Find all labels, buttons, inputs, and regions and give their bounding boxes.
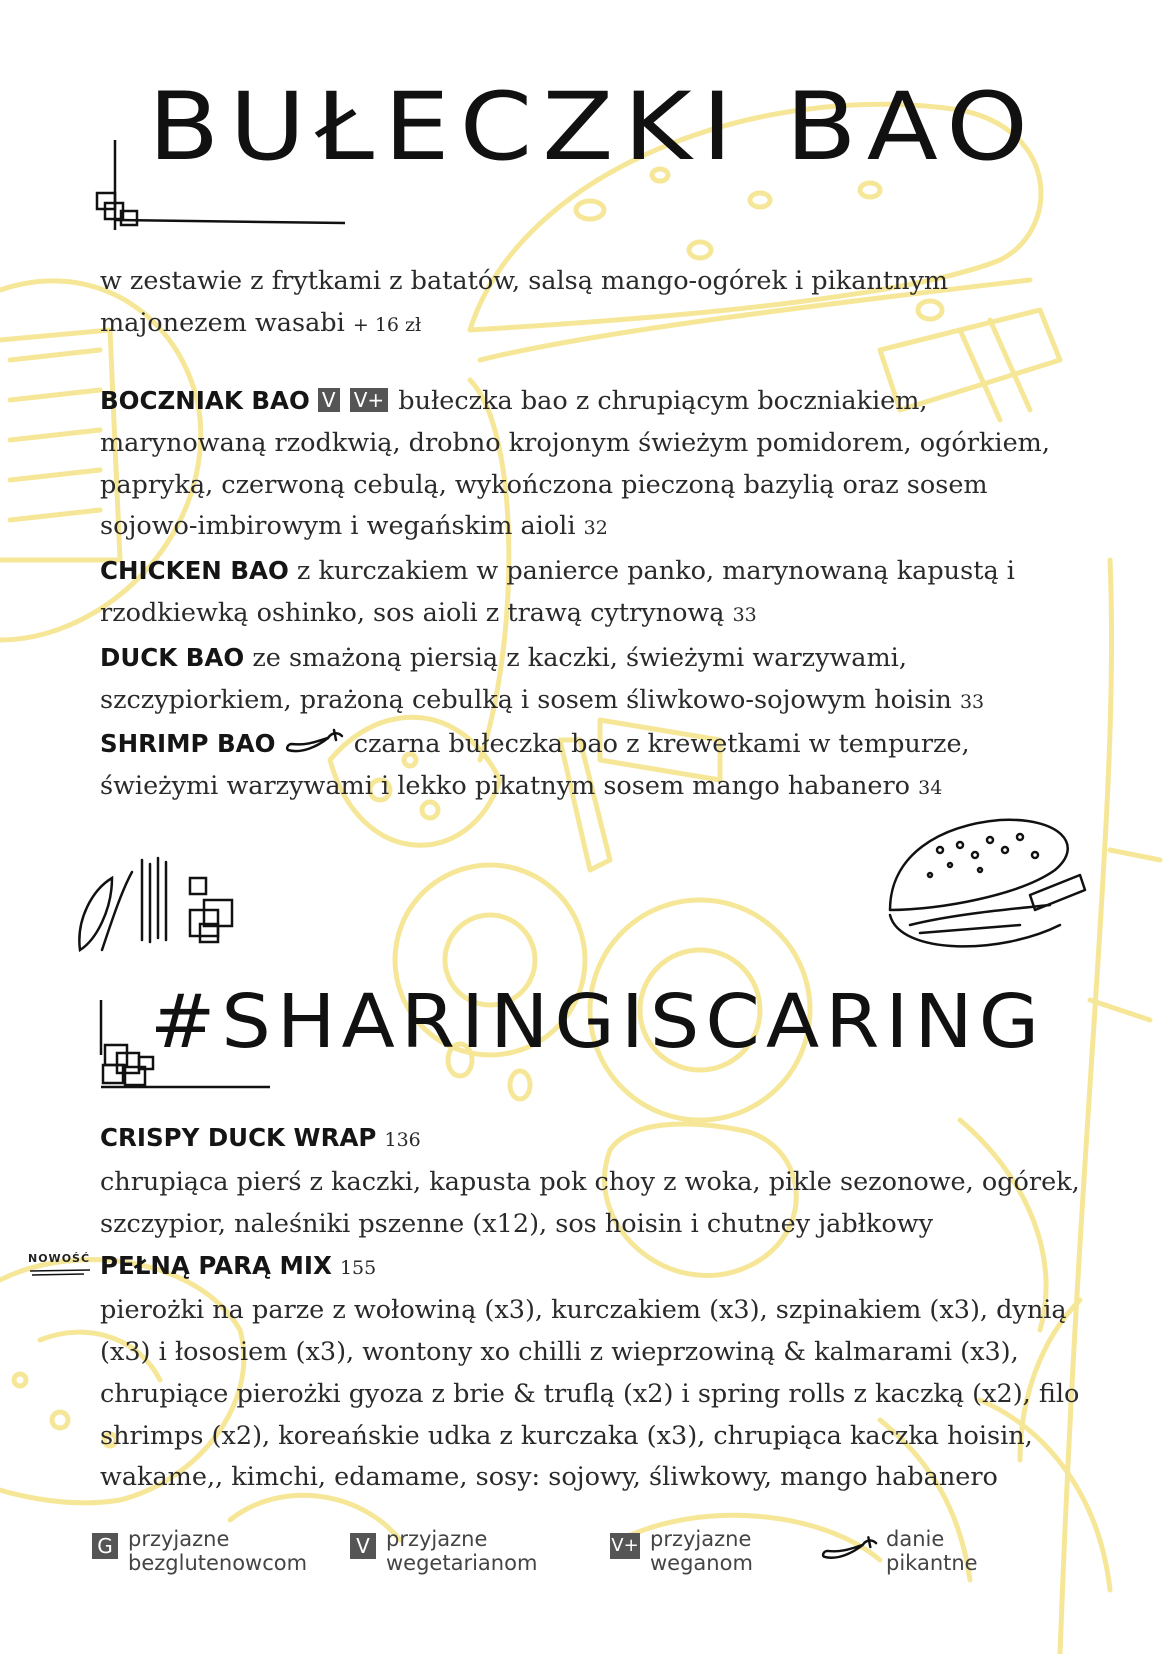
item-description: z kurczakiem w panierce panko, marynowaną kapustą i rzodkiewką oshinko, sos aioli z trawą cytrynową xyxy=(100,556,1015,628)
vegetarian-badge: V xyxy=(350,1533,376,1559)
item-price: 136 xyxy=(384,1129,421,1151)
item-price: 155 xyxy=(339,1257,377,1280)
legend-text xyxy=(650,1527,753,1575)
brush-squares-doodle xyxy=(72,850,242,960)
menu-item-chicken-bao xyxy=(100,550,1090,637)
item-price: 34 xyxy=(918,777,943,800)
section-title-bao: BUŁECZKI BAO xyxy=(148,71,1038,182)
menu-item-shrimp-bao xyxy=(100,723,1090,810)
legend-line1: danie xyxy=(886,1527,945,1551)
menu-item-pelna-para-mix xyxy=(100,1245,1090,1499)
item-description: ze smażoną piersią z kaczki, świeżymi warzywami, szczypiorkiem, prażoną cebulką i sosem śliwkowo-sojowym hoisin xyxy=(100,642,952,715)
item-name: DUCK BAO xyxy=(100,642,245,672)
item-name: SHRIMP BAO xyxy=(100,729,276,759)
legend-line2: wegetarianom xyxy=(386,1551,538,1575)
menu-item-duck-bao xyxy=(100,637,1090,724)
item-name: BOCZNIAK BAO xyxy=(100,386,310,415)
new-tag: NOWOŚĆ xyxy=(28,1252,91,1265)
item-name: CHICKEN BAO xyxy=(100,556,289,586)
section-title-sharing: #SHARINGISCARING xyxy=(150,979,1046,1065)
vegan-badge: V+ xyxy=(610,1533,640,1559)
item-description: chrupiąca pierś z kaczki, kapusta pok choy z woka, pikle sezonowe, ogórek, szczypior, naleśniki pszenne (x12), sos hoisin i chutney jabłkowy xyxy=(100,1166,1080,1239)
set-note-text: w zestawie z frytkami z batatów, salsą mango-ogórek i pikantnym majonezem wasabi xyxy=(100,266,949,338)
gluten-free-badge: G xyxy=(92,1533,118,1559)
legend-line2: weganom xyxy=(650,1551,753,1575)
legend-text xyxy=(886,1527,978,1575)
legend-line1: przyjazne xyxy=(386,1527,488,1551)
item-name: CRISPY DUCK WRAP xyxy=(100,1123,377,1152)
item-description: bułeczka bao z chrupiącym boczniakiem, marynowaną rzodkwią, drobno krojonym świeżym pomidorem, ogórkiem, papryką, czerwoną cebulą, wykończona pieczoną bazylią oraz sosem sojowo-imbirowym i wegańskim aioli xyxy=(100,386,1050,542)
item-price: 33 xyxy=(959,690,985,713)
menu-item-crispy-duck-wrap xyxy=(100,1117,1090,1245)
legend-line1: przyjazne xyxy=(650,1527,752,1551)
legend-line2: bezglutenowcom xyxy=(128,1551,308,1575)
legend-text xyxy=(128,1527,307,1575)
legend-line2: pikantne xyxy=(886,1551,978,1575)
item-price: 33 xyxy=(732,603,757,626)
item-name: PEŁNĄ PARĄ MIX xyxy=(100,1251,332,1281)
item-description: pierożki na parze z wołowiną (x3), kurczakiem (x3), szpinakiem (x3), dynią (x3) i łososiem (x3), wontony xo chilli z wieprzowiną & kalmarami (x3), chrupiące pierożki gyoza z brie & truflą (x2) i spring rolls z kaczką (x2), filo shrimps (x2), koreańskie udka z kurczaka (x3), chrupiąca kaczka hoisin, wakame,, kimchi, edamame, sosy: sojowy, śliwkowy, mango habanero xyxy=(100,1295,1080,1493)
item-price: 32 xyxy=(583,517,608,540)
chili-pepper-icon xyxy=(284,726,346,756)
set-price: + 16 zł xyxy=(352,313,422,336)
bao-set-note xyxy=(100,261,1090,347)
chili-pepper-icon xyxy=(820,1531,880,1565)
legend-text xyxy=(386,1527,537,1575)
legend-line1: przyjazne xyxy=(128,1527,230,1551)
item-description: czarna bułeczka bao z krewetkami w tempurze, świeżymi warzywami i lekko pikatnym sosem mango habanero xyxy=(100,729,970,802)
vegetarian-badge: V xyxy=(318,388,340,412)
new-tag-underline xyxy=(28,1266,92,1278)
sharing-items xyxy=(100,1117,1090,1499)
bao-bun-doodle xyxy=(880,815,1095,965)
vegan-badge: V+ xyxy=(350,388,388,412)
bao-items xyxy=(100,380,1090,810)
menu-item-boczniak-bao xyxy=(100,380,1090,550)
